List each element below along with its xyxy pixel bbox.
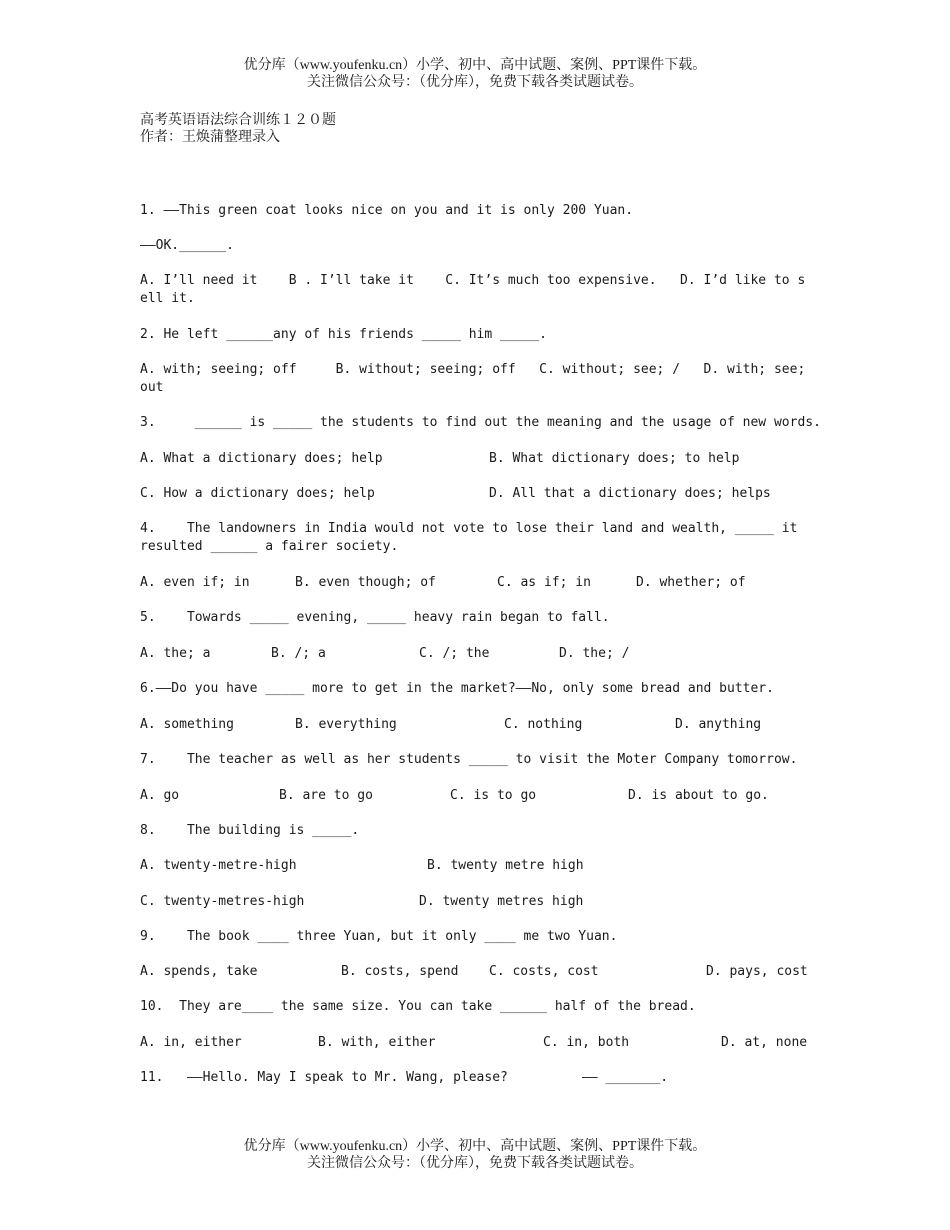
question-8-option-d: D. twenty metres high xyxy=(419,894,584,909)
question-1-stem: 1. ——This green coat looks nice on you and it is only 200 Yuan. xyxy=(140,203,634,218)
question-4-options xyxy=(140,574,810,592)
question-9-stem: 9. The book ____ three Yuan, but it only ____ me two Yuan. xyxy=(140,929,618,944)
question-3-option-b: B. What dictionary does; to help xyxy=(489,451,740,466)
question-6-option-c: C. nothing xyxy=(504,717,583,732)
question-5-option-a: A. the; a xyxy=(140,646,211,661)
question-2-options: A. with; seeing; off B. without; seeing; off C. without; see; / D. with; see; out xyxy=(140,362,814,395)
question-5-option-b: B. /; a xyxy=(271,646,326,661)
question-7-stem: 7. The teacher as well as her students _____ to visit the Moter Company tomorrow. xyxy=(140,752,798,767)
question-4-option-a: A. even if; in xyxy=(140,575,250,590)
footer-line-2: 关注微信公众号：（优分库），免费下载各类试题试卷。 xyxy=(307,1156,643,1171)
question-3-stem: 3. ______ is _____ the students to find out the meaning and the usage of new words. xyxy=(140,415,821,430)
question-1-options: A. I’ll need it B . I’ll take it C. It’s much too expensive. D. I’d like to sell it. xyxy=(140,273,806,306)
question-4-option-d: D. whether; of xyxy=(636,575,746,590)
header-line-1: 优分库（www.youfenku.cn）小学、初中、高中试题、案例、PPT课件下载。 xyxy=(243,58,707,73)
question-10-option-d: D. at, none xyxy=(721,1035,808,1050)
question-7-option-a: A. go xyxy=(140,788,180,803)
question-11-stem: 11. ——Hello. May I speak to Mr. Wang, please? xyxy=(140,1070,508,1085)
question-4-option-c: C. as if; in xyxy=(497,575,591,590)
question-3-option-c: C. How a dictionary does; help xyxy=(140,486,375,501)
question-8-options-row-1 xyxy=(140,857,810,875)
question-9-option-c: C. costs, cost xyxy=(489,964,599,979)
page-header xyxy=(0,57,950,91)
question-4-stem: 4. The landowners in India would not vote to lose their land and wealth, _____ it resulted ______ a fairer society. xyxy=(140,521,806,554)
question-10-option-c: C. in, both xyxy=(543,1035,630,1050)
header-line-2: 关注微信公众号：（优分库），免费下载各类试题试卷。 xyxy=(307,75,643,90)
question-3-options-row-1 xyxy=(140,450,810,468)
question-10-stem: 10. They are____ the same size. You can take ______ half of the bread. xyxy=(140,999,696,1014)
question-2-stem: 2. He left ______any of his friends _____ him _____. xyxy=(140,327,547,342)
question-10-options xyxy=(140,1034,810,1052)
question-8-option-b: B. twenty metre high xyxy=(427,858,584,873)
document-author: 作者：王焕蒲整理录入 xyxy=(140,130,280,145)
question-5-option-d: D. the; / xyxy=(559,646,630,661)
question-7-options xyxy=(140,787,810,805)
question-8-stem: 8. The building is _____. xyxy=(140,823,360,838)
question-3-options-row-2 xyxy=(140,485,810,503)
question-5-option-c: C. /; the xyxy=(419,646,490,661)
question-7-option-d: D. is about to go. xyxy=(628,788,769,803)
document-title: 高考英语语法综合训练１２０题 xyxy=(140,113,336,128)
question-3-option-d: D. All that a dictionary does; helps xyxy=(489,486,771,501)
question-8-option-a: A. twenty-metre-high xyxy=(140,858,297,873)
question-6-option-d: D. anything xyxy=(675,717,762,732)
question-11-line xyxy=(140,1069,810,1087)
question-9-option-d: D. pays, cost xyxy=(706,964,808,979)
document-heading xyxy=(140,112,336,146)
question-1-reply: ——OK.______. xyxy=(140,238,234,253)
footer-line-1: 优分库（www.youfenku.cn）小学、初中、高中试题、案例、PPT课件下载。 xyxy=(243,1139,707,1154)
question-5-stem: 5. Towards _____ evening, _____ heavy rain began to fall. xyxy=(140,610,610,625)
question-8-option-c: C. twenty-metres-high xyxy=(140,894,305,909)
question-9-option-b: B. costs, spend xyxy=(341,964,459,979)
question-5-options xyxy=(140,645,810,663)
question-9-option-a: A. spends, take xyxy=(140,964,258,979)
question-10-option-b: B. with, either xyxy=(318,1035,436,1050)
question-11-reply: —— _______. xyxy=(582,1070,669,1085)
question-6-option-a: A. something xyxy=(140,717,234,732)
question-9-options xyxy=(140,963,810,981)
question-10-option-a: A. in, either xyxy=(140,1035,242,1050)
question-6-options xyxy=(140,716,810,734)
page-footer xyxy=(0,1138,950,1172)
question-8-options-row-2 xyxy=(140,893,810,911)
question-3-option-a: A. What a dictionary does; help xyxy=(140,451,383,466)
question-7-option-c: C. is to go xyxy=(450,788,537,803)
question-4-option-b: B. even though; of xyxy=(295,575,436,590)
question-6-option-b: B. everything xyxy=(295,717,397,732)
question-7-option-b: B. are to go xyxy=(279,788,373,803)
question-6-stem: 6.——Do you have _____ more to get in the market?——No, only some bread and butter. xyxy=(140,681,774,696)
